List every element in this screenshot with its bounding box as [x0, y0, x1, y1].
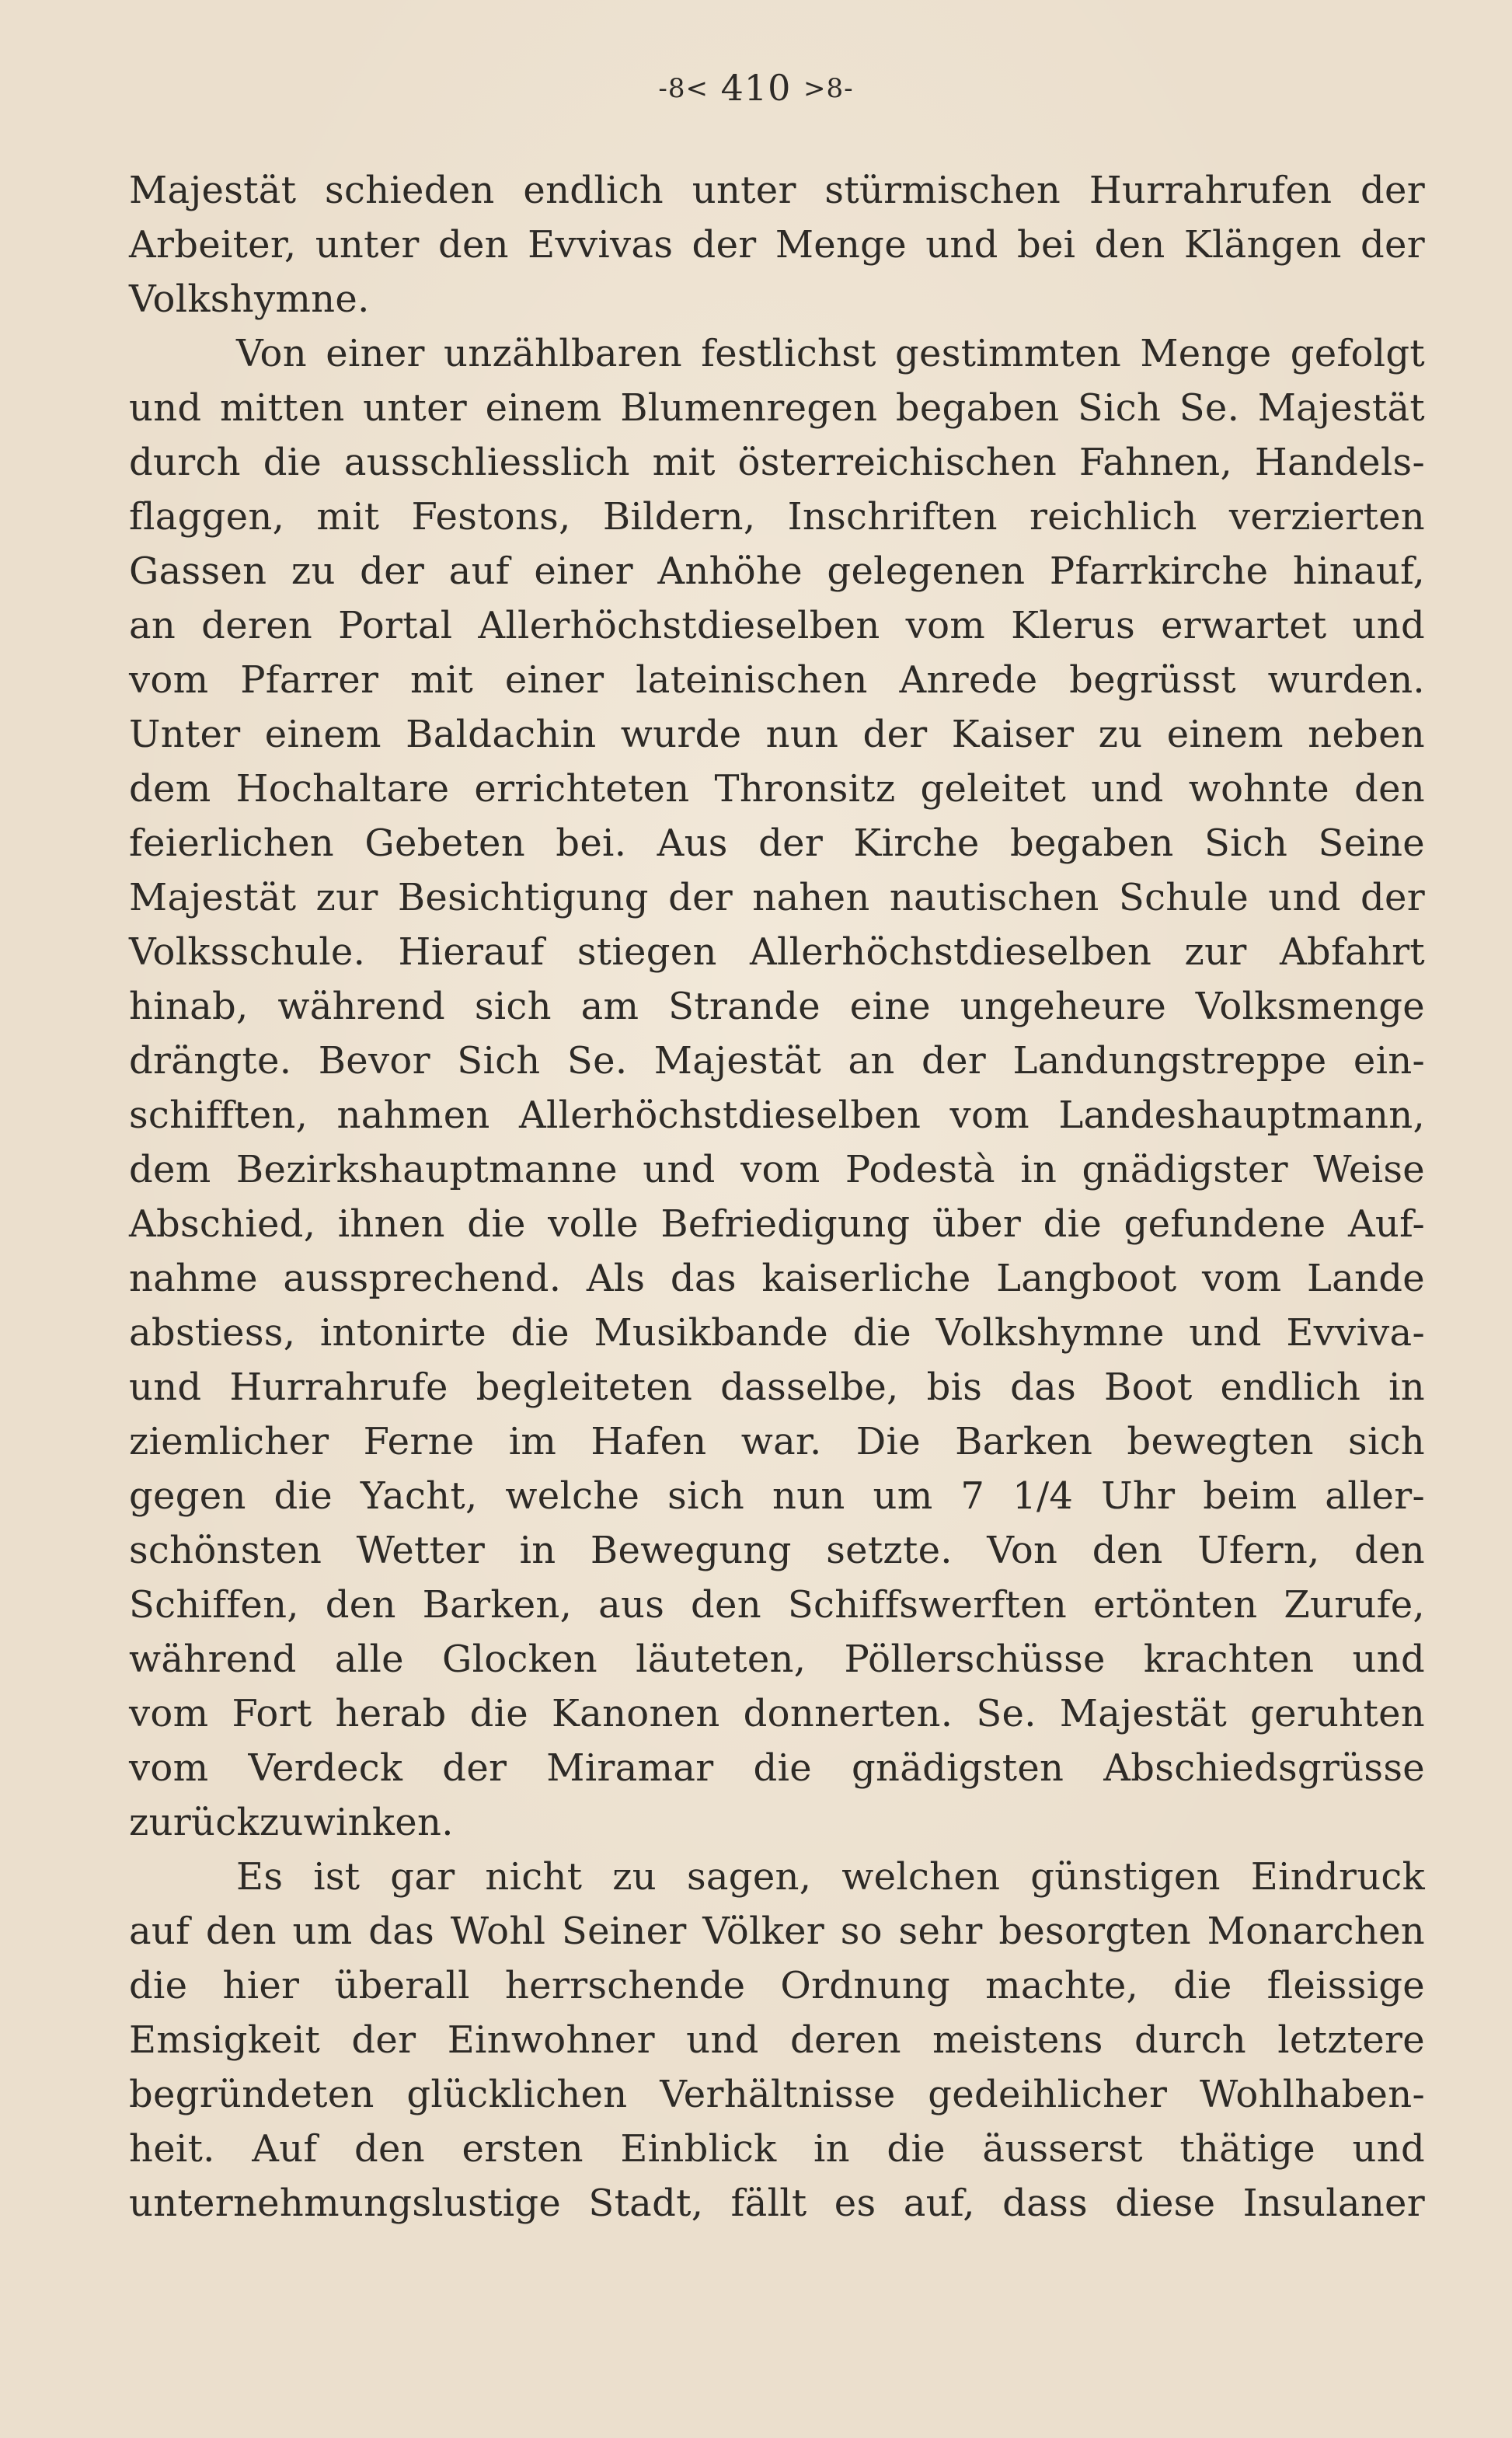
text-line: dem Hochaltare errichteten Thronsitz geleitet und wohnte den	[129, 767, 1425, 811]
page-header	[0, 67, 1512, 109]
text-line: gegen die Yacht, welche sich nun um 7 1/4 Uhr beim aller-	[129, 1474, 1425, 1518]
text-line: abstiess, intonirte die Musikbande die Volkshymne und Evviva-	[129, 1311, 1425, 1355]
text-line: dem Bezirkshauptmanne und vom Podestà in gnädigster Weise	[129, 1148, 1425, 1191]
text-line: Arbeiter, unter den Evvivas der Menge und bei den Klängen der	[129, 223, 1425, 267]
text-line: Majestät schieden endlich unter stürmischen Hurrahrufen der	[129, 169, 1425, 212]
text-line: die hier überall herrschende Ordnung machte, die fleissige	[129, 1964, 1425, 2007]
page-number: 410	[720, 67, 792, 109]
text-line: und mitten unter einem Blumenregen begaben Sich Se. Majestät	[129, 386, 1425, 430]
text-line: zurückzuwinken.	[129, 1801, 454, 1844]
text-line: während alle Glocken läuteten, Pöllerschüsse krachten und	[129, 1638, 1425, 1681]
text-line: Gassen zu der auf einer Anhöhe gelegenen Pfarrkirche hinauf,	[129, 549, 1425, 593]
text-line: Volksschule. Hierauf stiegen Allerhöchstdieselben zur Abfahrt	[129, 930, 1425, 974]
text-line: Abschied, ihnen die volle Befriedigung über die gefundene Auf-	[129, 1202, 1425, 1246]
text-line: schifften, nahmen Allerhöchstdieselben vom Landeshauptmann,	[129, 1093, 1425, 1137]
text-line: vom Verdeck der Miramar die gnädigsten Abschiedsgrüsse	[129, 1746, 1425, 1790]
ornament-right: >8-	[803, 73, 854, 104]
text-body	[129, 163, 1425, 2230]
text-line: Unter einem Baldachin wurde nun der Kaiser zu einem neben	[129, 713, 1425, 756]
text-line: unternehmungslustige Stadt, fällt es auf, dass diese Insulaner	[129, 2182, 1425, 2225]
ornament-left: -8<	[658, 73, 709, 104]
text-line: heit. Auf den ersten Einblick in die äusserst thätige und	[129, 2127, 1425, 2171]
text-line: Majestät zur Besichtigung der nahen nautischen Schule und der	[129, 876, 1425, 919]
text-line: Es ist gar nicht zu sagen, welchen günstigen Eindruck	[236, 1855, 1425, 1899]
text-line: begründeten glücklichen Verhältnisse gedeihlicher Wohlhaben-	[129, 2073, 1425, 2116]
text-line: hinab, während sich am Strande eine ungeheure Volksmenge	[129, 985, 1425, 1028]
text-line: Schiffen, den Barken, aus den Schiffswerften ertönten Zurufe,	[129, 1583, 1425, 1627]
text-line: auf den um das Wohl Seiner Völker so sehr besorgten Monarchen	[129, 1910, 1425, 1953]
text-line: und Hurrahrufe begleiteten dasselbe, bis das Boot endlich in	[129, 1365, 1425, 1409]
text-line: ziemlicher Ferne im Hafen war. Die Barken bewegten sich	[129, 1420, 1425, 1463]
text-line: durch die ausschliesslich mit österreichischen Fahnen, Handels-	[129, 441, 1425, 484]
text-line: feierlichen Gebeten bei. Aus der Kirche begaben Sich Seine	[129, 821, 1425, 865]
text-line: Von einer unzählbaren festlichst gestimmten Menge gefolgt	[236, 332, 1425, 375]
text-line: drängte. Bevor Sich Se. Majestät an der Landungstreppe ein-	[129, 1039, 1425, 1083]
text-line: schönsten Wetter in Bewegung setzte. Von den Ufern, den	[129, 1529, 1425, 1572]
text-line: vom Fort herab die Kanonen donnerten. Se. Majestät geruhten	[129, 1692, 1425, 1735]
text-line: Emsigkeit der Einwohner und deren meistens durch letztere	[129, 2018, 1425, 2062]
text-line: Volkshymne.	[129, 277, 370, 321]
text-line: nahme aussprechend. Als das kaiserliche Langboot vom Lande	[129, 1257, 1425, 1300]
text-line: flaggen, mit Festons, Bildern, Inschriften reichlich verzierten	[129, 495, 1425, 539]
text-line: an deren Portal Allerhöchstdieselben vom Klerus erwartet und	[129, 604, 1425, 647]
text-line: vom Pfarrer mit einer lateinischen Anrede begrüsst wurden.	[129, 658, 1425, 702]
